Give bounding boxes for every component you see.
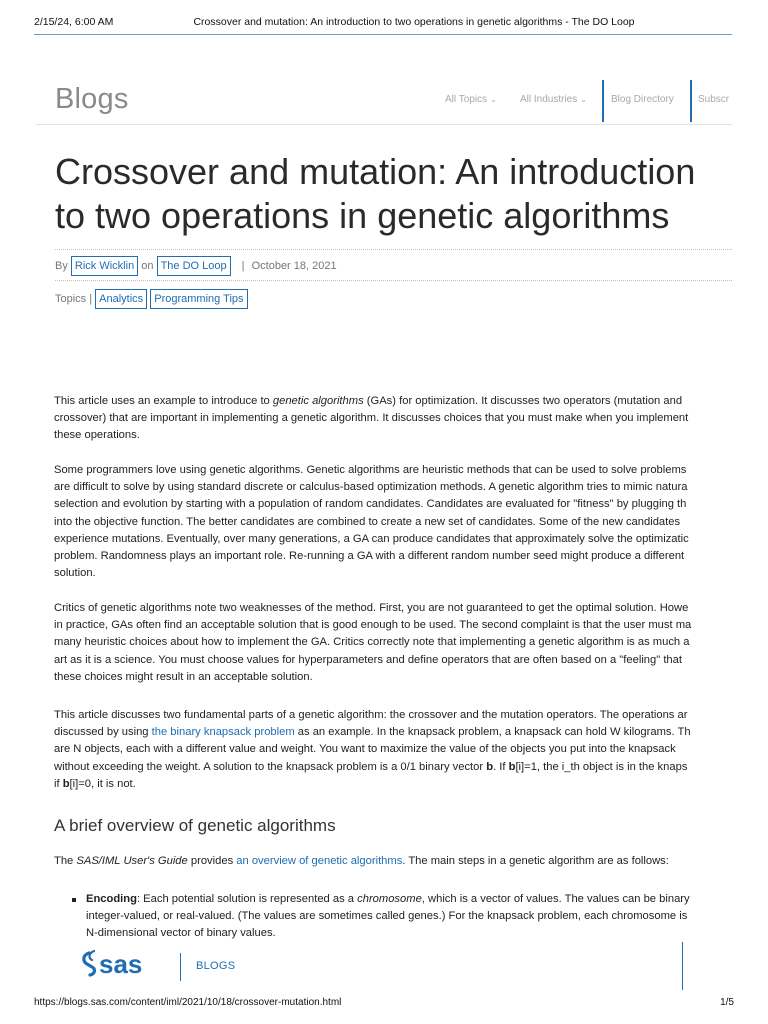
text-run: [i]=1, the i_th object is in the knaps <box>515 760 688 773</box>
text-line: solution. <box>54 567 96 580</box>
text-line: problem. Randomness plays an important role. Re-running a GA with a different random number seed might produce a different <box>54 550 685 563</box>
topic-programming-tips-link[interactable]: Programming Tips <box>150 289 247 309</box>
text-line: into the objective function. The better candidates are combined to create a new set of candidates. Some of the new candidates <box>54 515 681 528</box>
site-masthead <box>36 80 732 124</box>
bold-b: b <box>508 760 516 773</box>
paragraph-2 <box>54 462 732 582</box>
text-line: are difficult to solve by using standard discrete or calculus-based optimization methods. A genetic algorithm tries to mimic natura <box>54 481 688 494</box>
chevron-down-icon: ⌄ <box>490 95 497 104</box>
text-run: without exceeding the weight. A solution to the knapsack problem is a 0/1 binary vector <box>54 760 487 773</box>
footer-separator-right <box>682 942 683 990</box>
text-run: : Each potential solution is represented as a <box>136 893 358 905</box>
blog-link[interactable]: The DO Loop <box>157 256 231 276</box>
article-byline <box>55 256 337 276</box>
paragraph-3 <box>54 600 732 686</box>
text-run: , which is a vector of values. The values can be binary <box>421 893 690 905</box>
nav-separator <box>690 80 692 122</box>
text-line: This article discusses two fundamental parts of a genetic algorithm: the crossover and the mutation operators. The operations ar <box>54 709 688 721</box>
text-run: . If <box>493 760 509 773</box>
text-line: these choices might result in an acceptable solution. <box>54 670 313 683</box>
nav-all-topics[interactable] <box>445 94 497 105</box>
blogs-brand-link[interactable]: Blogs <box>55 83 129 115</box>
text-line: crossover) that are important in implementing a genetic algorithm. It discusses choices that you must make when you implement <box>54 412 689 425</box>
byline-separator: | <box>241 260 245 272</box>
bold-b: b <box>62 777 70 790</box>
footer-separator <box>180 953 181 981</box>
nav-separator <box>602 80 604 122</box>
topics-label: Topics | <box>55 293 93 305</box>
bold-b: b <box>486 760 494 773</box>
intro-paragraph <box>54 393 732 445</box>
text-line: in practice, GAs often find an acceptable solution that is good enough to be used. The second complaint is that the user must ma <box>54 619 692 632</box>
text-run: discussed by using <box>54 726 152 739</box>
text-line: art as it is a science. You must choose values for hyperparameters and define operators that are often based on a "feeling" that <box>54 653 682 666</box>
steps-list <box>72 891 732 943</box>
article-title <box>55 150 745 238</box>
text-line: N-dimensional vector of binary values. <box>86 927 276 940</box>
emphasis-chromosome: chromosome <box>357 893 422 905</box>
nav-all-industries[interactable] <box>520 94 587 105</box>
text-line: these operations. <box>54 429 140 442</box>
nav-all-industries-label: All Industries <box>520 94 578 105</box>
print-header <box>34 16 734 30</box>
print-page-number: 1/5 <box>720 997 734 1008</box>
text-run: This article uses an example to introduce to <box>54 395 273 407</box>
emphasis-genetic-algorithms: genetic algorithms <box>272 395 364 407</box>
article-topics <box>55 289 248 309</box>
article-title-line-1: Crossover and mutation: An introduction <box>55 151 696 192</box>
text-run: [i]=0, it is not. <box>69 777 136 790</box>
binary-knapsack-problem-link[interactable]: the binary knapsack problem <box>151 726 295 739</box>
text-run: . The main steps in a genetic algorithm are as follows: <box>402 855 669 867</box>
masthead-divider <box>36 124 732 125</box>
text-line: many heuristic choices about how to implement the GA. Critics correctly note that implementing a genetic algorithm is as much a <box>54 636 690 649</box>
text-run: provides <box>187 855 237 867</box>
nav-all-topics-label: All Topics <box>445 94 488 105</box>
sas-logo-icon[interactable] <box>80 950 160 980</box>
paragraph-5 <box>54 853 732 870</box>
section-heading: A brief overview of genetic algorithms <box>54 816 336 835</box>
article-title-line-2: to two operations in genetic algorithms <box>55 195 670 236</box>
nav-subscribe[interactable]: Subscr <box>698 94 730 105</box>
text-run: as an example. In the knapsack problem, a knapsack can hold W kilograms. Th <box>294 726 691 739</box>
text-run: (GAs) for optimization. It discusses two operators (mutation and <box>363 395 683 407</box>
chevron-down-icon: ⌄ <box>580 95 587 104</box>
text-line: selection and evolution by starting with a population of random candidates. Candidates are evaluated for "fitness" by plugging th <box>54 498 687 511</box>
paragraph-4 <box>54 707 732 793</box>
byline-by: By <box>55 260 68 272</box>
bullet-icon <box>72 898 76 902</box>
list-item <box>86 891 732 943</box>
print-datetime: 2/15/24, 6:00 AM <box>34 16 114 28</box>
publish-date: October 18, 2021 <box>251 260 337 272</box>
byline-divider-bottom <box>55 280 732 281</box>
byline-on: on <box>141 260 154 272</box>
byline-divider-top <box>55 249 732 250</box>
text-run: The <box>54 855 77 867</box>
list-term-encoding: Encoding <box>86 893 137 905</box>
text-run: if <box>54 777 63 790</box>
header-divider <box>34 34 732 35</box>
print-page-title: Crossover and mutation: An introduction to two operations in genetic algorithms - The DO Loop <box>193 16 635 28</box>
overview-genetic-algorithms-link[interactable]: an overview of genetic algorithms <box>236 855 403 867</box>
text-line: integer-valued, or real-valued. (The values are sometimes called genes.) For the knapsack problem, each chromosome is <box>86 910 688 923</box>
text-line: Critics of genetic algorithms note two weaknesses of the method. First, you are not guaranteed to get the optimal solution. Howe <box>54 602 689 614</box>
footer-blogs-link[interactable]: BLOGS <box>196 960 236 972</box>
text-line: are N objects, each with a different value and weight. You want to maximize the value of the objects you put into the knapsack <box>54 743 676 756</box>
text-line: experience mutations. Eventually, over many generations, a GA can produce candidates that approximately solve the optimizatic <box>54 532 689 545</box>
topic-analytics-link[interactable]: Analytics <box>95 289 147 309</box>
author-link[interactable]: Rick Wicklin <box>71 256 138 276</box>
nav-blog-directory[interactable]: Blog Directory <box>611 94 674 105</box>
sas-logo-text: sas <box>99 950 143 979</box>
site-footer-bar <box>36 942 732 992</box>
print-url: https://blogs.sas.com/content/iml/2021/10/18/crossover-mutation.html <box>34 997 342 1008</box>
emphasis-user-guide: SAS/IML User's Guide <box>76 855 188 867</box>
text-line: Some programmers love using genetic algorithms. Genetic algorithms are heuristic methods that can be used to solve problems <box>54 464 687 476</box>
